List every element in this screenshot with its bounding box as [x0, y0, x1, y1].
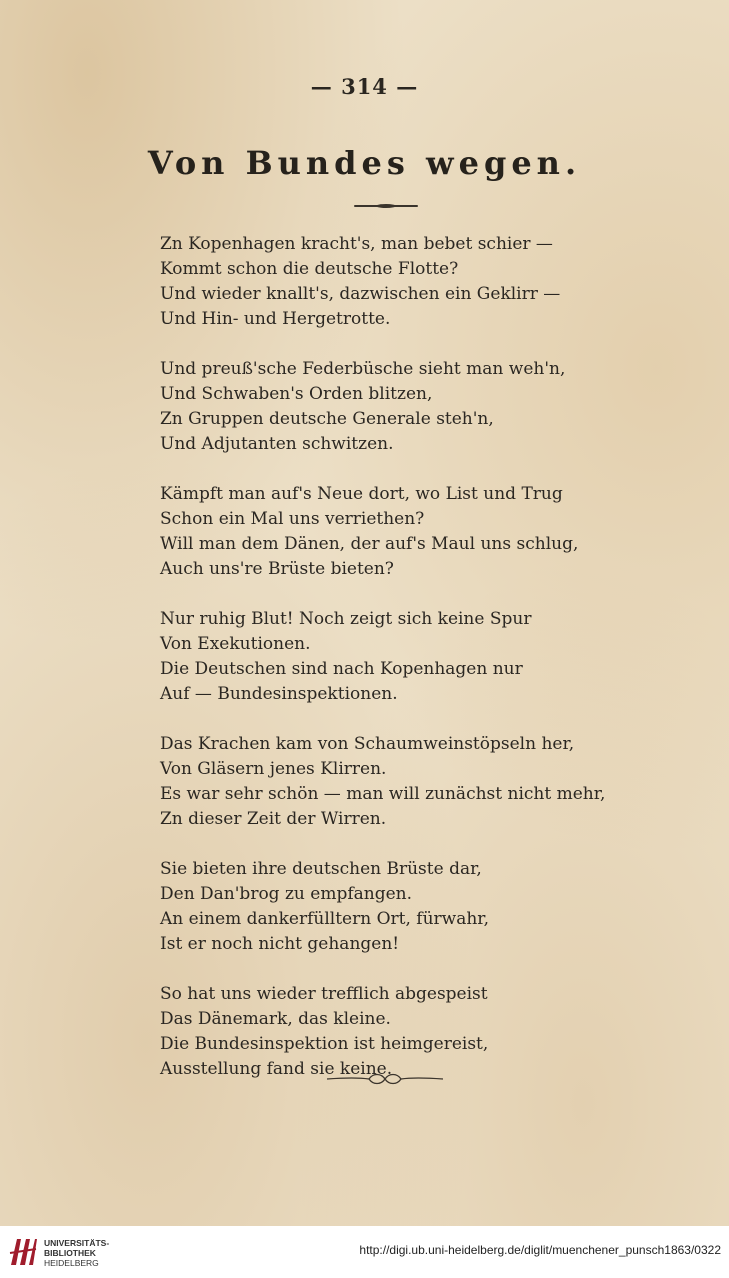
- poem-body: [160, 232, 680, 1107]
- library-name: [44, 1238, 109, 1268]
- poem-line: Und Hin- und Hergetrotte.: [160, 309, 391, 329]
- poem-line: Die Deutschen sind nach Kopenhagen nur: [160, 659, 523, 679]
- poem-line: Auf — Bundesinspektionen.: [160, 684, 398, 704]
- poem-line: Das Krachen kam von Schaumweinstöpseln her,: [160, 734, 575, 754]
- poem-line: Von Gläsern jenes Klirren.: [160, 759, 387, 779]
- page-number: — 314 —: [310, 74, 419, 99]
- poem-line: Die Bundesinspektion ist heimgereist,: [160, 1034, 489, 1054]
- poem-line: Ausstellung fand sie keine.: [160, 1059, 393, 1079]
- university-library-logo-icon: [8, 1235, 38, 1269]
- poem-line: Das Dänemark, das kleine.: [160, 1009, 391, 1029]
- source-url-link[interactable]: http://digi.ub.uni-heidelberg.de/diglit/muenchener_punsch1863/0322: [359, 1243, 721, 1257]
- poem-line: Zn Gruppen deutsche Generale steh'n,: [160, 409, 494, 429]
- stanza-4: [160, 607, 680, 707]
- title-rule-divider: [354, 205, 418, 207]
- poem-title: Von Bundes wegen.: [147, 144, 582, 182]
- library-name-line: HEIDELBERG: [44, 1258, 99, 1268]
- poem-line: Von Exekutionen.: [160, 634, 311, 654]
- library-name-line: UNIVERSITÄTS-: [44, 1238, 110, 1248]
- poem-line: Ist er noch nicht gehangen!: [160, 934, 400, 954]
- poem-line: Zn dieser Zeit der Wirren.: [160, 809, 387, 829]
- poem-line: Es war sehr schön — man will zunächst nicht mehr,: [160, 784, 606, 804]
- poem-line: Und Schwaben's Orden blitzen,: [160, 384, 433, 404]
- poem-line: Und wieder knallt's, dazwischen ein Geklirr —: [160, 284, 561, 304]
- stanza-7: [160, 982, 680, 1082]
- stanza-5: [160, 732, 680, 832]
- poem-line: Sie bieten ihre deutschen Brüste dar,: [160, 859, 482, 879]
- stanza-2: [160, 357, 680, 457]
- end-ornament-icon: [325, 1072, 445, 1086]
- poem-line: Schon ein Mal uns verriethen?: [160, 509, 425, 529]
- digitization-footer: [0, 1226, 729, 1278]
- poem-line: Nur ruhig Blut! Noch zeigt sich keine Spur: [160, 609, 532, 629]
- poem-line: Kommt schon die deutsche Flotte?: [160, 259, 459, 279]
- stanza-6: [160, 857, 680, 957]
- poem-line: Und preuß'sche Federbüsche sieht man weh'n,: [160, 359, 566, 379]
- poem-line: Und Adjutanten schwitzen.: [160, 434, 394, 454]
- library-name-line: BIBLIOTHEK: [44, 1248, 96, 1258]
- stanza-1: [160, 232, 680, 332]
- poem-line: Will man dem Dänen, der auf's Maul uns schlug,: [160, 534, 579, 554]
- poem-line: Zn Kopenhagen kracht's, man bebet schier —: [160, 234, 553, 254]
- poem-line: So hat uns wieder trefflich abgespeist: [160, 984, 488, 1004]
- stanza-3: [160, 482, 680, 582]
- poem-line: Den Dan'brog zu empfangen.: [160, 884, 413, 904]
- poem-line: Auch uns're Brüste bieten?: [160, 559, 394, 579]
- poem-line: An einem dankerfülltern Ort, fürwahr,: [160, 909, 489, 929]
- poem-line: Kämpft man auf's Neue dort, wo List und Trug: [160, 484, 563, 504]
